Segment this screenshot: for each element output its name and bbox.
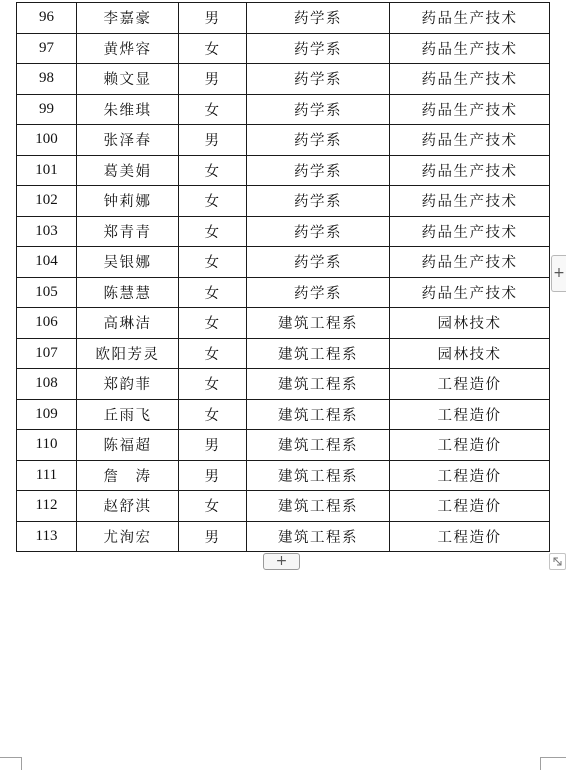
table-row	[17, 155, 550, 186]
major-cell[interactable]: 工程造价	[390, 430, 550, 461]
department-cell[interactable]: 药学系	[247, 216, 390, 247]
student-number-cell[interactable]: 113	[17, 521, 77, 552]
gender-cell[interactable]: 男	[179, 430, 247, 461]
table-row	[17, 491, 550, 522]
gender-cell[interactable]: 男	[179, 125, 247, 156]
student-number-cell[interactable]: 112	[17, 491, 77, 522]
gender-cell[interactable]: 女	[179, 277, 247, 308]
gender-cell[interactable]: 女	[179, 94, 247, 125]
student-name-cell[interactable]: 高琳洁	[77, 308, 179, 339]
department-cell[interactable]: 药学系	[247, 247, 390, 278]
major-cell[interactable]: 药品生产技术	[390, 216, 550, 247]
major-cell[interactable]: 药品生产技术	[390, 155, 550, 186]
table-resize-handle[interactable]	[549, 553, 566, 570]
department-cell[interactable]: 药学系	[247, 33, 390, 64]
table-row	[17, 94, 550, 125]
table-row	[17, 277, 550, 308]
table-row	[17, 521, 550, 552]
student-number-cell[interactable]: 106	[17, 308, 77, 339]
major-cell[interactable]: 工程造价	[390, 491, 550, 522]
student-number-cell[interactable]: 96	[17, 3, 77, 34]
gender-cell[interactable]: 男	[179, 460, 247, 491]
student-number-cell[interactable]: 107	[17, 338, 77, 369]
major-cell[interactable]: 药品生产技术	[390, 64, 550, 95]
student-name-cell[interactable]: 黄烨容	[77, 33, 179, 64]
gender-cell[interactable]: 女	[179, 399, 247, 430]
major-cell[interactable]: 工程造价	[390, 369, 550, 400]
major-cell[interactable]: 药品生产技术	[390, 33, 550, 64]
student-table	[16, 2, 550, 552]
student-number-cell[interactable]: 104	[17, 247, 77, 278]
major-cell[interactable]: 药品生产技术	[390, 125, 550, 156]
department-cell[interactable]: 建筑工程系	[247, 369, 390, 400]
student-name-cell[interactable]: 尤洵宏	[77, 521, 179, 552]
student-name-cell[interactable]: 欧阳芳灵	[77, 338, 179, 369]
student-name-cell[interactable]: 郑韵菲	[77, 369, 179, 400]
gender-cell[interactable]: 女	[179, 216, 247, 247]
department-cell[interactable]: 建筑工程系	[247, 521, 390, 552]
department-cell[interactable]: 建筑工程系	[247, 308, 390, 339]
table-row	[17, 430, 550, 461]
department-cell[interactable]: 药学系	[247, 277, 390, 308]
student-name-cell[interactable]: 葛美娟	[77, 155, 179, 186]
gender-cell[interactable]: 男	[179, 521, 247, 552]
add-row-button[interactable]: +	[263, 553, 300, 570]
major-cell[interactable]: 工程造价	[390, 460, 550, 491]
department-cell[interactable]: 药学系	[247, 64, 390, 95]
student-name-cell[interactable]: 詹 涛	[77, 460, 179, 491]
department-cell[interactable]: 药学系	[247, 94, 390, 125]
student-name-cell[interactable]: 赖文显	[77, 64, 179, 95]
table-row	[17, 3, 550, 34]
add-column-button[interactable]: +	[551, 255, 566, 292]
student-name-cell[interactable]: 陈慧慧	[77, 277, 179, 308]
student-name-cell[interactable]: 丘雨飞	[77, 399, 179, 430]
gender-cell[interactable]: 男	[179, 64, 247, 95]
major-cell[interactable]: 药品生产技术	[390, 94, 550, 125]
student-table-body	[17, 3, 550, 552]
student-number-cell[interactable]: 102	[17, 186, 77, 217]
page-corner-mark-right	[540, 757, 566, 770]
student-number-cell[interactable]: 101	[17, 155, 77, 186]
gender-cell[interactable]: 女	[179, 247, 247, 278]
student-number-cell[interactable]: 108	[17, 369, 77, 400]
department-cell[interactable]: 建筑工程系	[247, 430, 390, 461]
student-name-cell[interactable]: 陈福超	[77, 430, 179, 461]
student-name-cell[interactable]: 郑青青	[77, 216, 179, 247]
student-number-cell[interactable]: 110	[17, 430, 77, 461]
department-cell[interactable]: 药学系	[247, 186, 390, 217]
resize-icon	[550, 554, 565, 569]
department-cell[interactable]: 建筑工程系	[247, 491, 390, 522]
department-cell[interactable]: 建筑工程系	[247, 460, 390, 491]
student-number-cell[interactable]: 98	[17, 64, 77, 95]
table-row	[17, 216, 550, 247]
student-number-cell[interactable]: 99	[17, 94, 77, 125]
major-cell[interactable]: 药品生产技术	[390, 3, 550, 34]
student-number-cell[interactable]: 100	[17, 125, 77, 156]
department-cell[interactable]: 建筑工程系	[247, 399, 390, 430]
gender-cell[interactable]: 女	[179, 308, 247, 339]
table-row	[17, 369, 550, 400]
student-name-cell[interactable]: 张泽春	[77, 125, 179, 156]
table-row	[17, 338, 550, 369]
table-row	[17, 33, 550, 64]
table-row	[17, 125, 550, 156]
major-cell[interactable]: 药品生产技术	[390, 186, 550, 217]
department-cell[interactable]: 药学系	[247, 125, 390, 156]
table-row	[17, 308, 550, 339]
student-name-cell[interactable]: 吴银娜	[77, 247, 179, 278]
gender-cell[interactable]: 女	[179, 186, 247, 217]
gender-cell[interactable]: 女	[179, 491, 247, 522]
major-cell[interactable]: 工程造价	[390, 399, 550, 430]
student-number-cell[interactable]: 103	[17, 216, 77, 247]
department-cell[interactable]: 建筑工程系	[247, 338, 390, 369]
gender-cell[interactable]: 男	[179, 3, 247, 34]
table-row	[17, 460, 550, 491]
student-number-cell[interactable]: 105	[17, 277, 77, 308]
department-cell[interactable]: 药学系	[247, 155, 390, 186]
student-name-cell[interactable]: 李嘉豪	[77, 3, 179, 34]
student-name-cell[interactable]: 朱维琪	[77, 94, 179, 125]
gender-cell[interactable]: 女	[179, 369, 247, 400]
department-cell[interactable]: 药学系	[247, 3, 390, 34]
table-row	[17, 64, 550, 95]
major-cell[interactable]: 园林技术	[390, 338, 550, 369]
table-row	[17, 399, 550, 430]
gender-cell[interactable]: 女	[179, 155, 247, 186]
gender-cell[interactable]: 女	[179, 338, 247, 369]
major-cell[interactable]: 药品生产技术	[390, 277, 550, 308]
major-cell[interactable]: 药品生产技术	[390, 247, 550, 278]
table-row	[17, 186, 550, 217]
student-name-cell[interactable]: 赵舒淇	[77, 491, 179, 522]
student-number-cell[interactable]: 97	[17, 33, 77, 64]
student-number-cell[interactable]: 111	[17, 460, 77, 491]
table-row	[17, 247, 550, 278]
student-name-cell[interactable]: 钟莉娜	[77, 186, 179, 217]
major-cell[interactable]: 工程造价	[390, 521, 550, 552]
major-cell[interactable]: 园林技术	[390, 308, 550, 339]
gender-cell[interactable]: 女	[179, 33, 247, 64]
page-corner-mark-left	[0, 757, 22, 770]
student-number-cell[interactable]: 109	[17, 399, 77, 430]
